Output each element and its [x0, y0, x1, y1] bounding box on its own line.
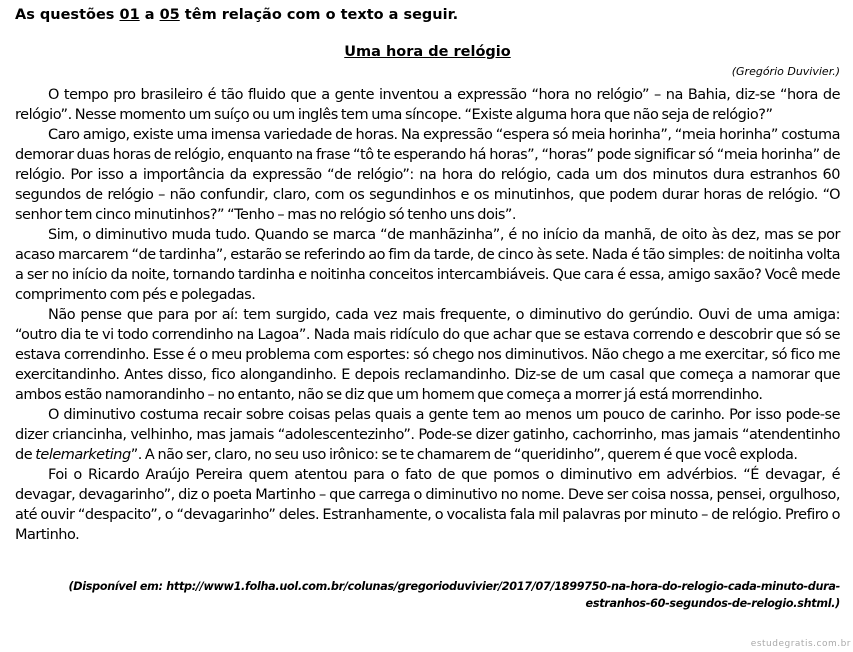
question-number-end: 05: [159, 7, 180, 23]
text-body: [15, 85, 840, 545]
intro-suffix: têm relação com o texto a seguir.: [179, 7, 459, 23]
question-number-start: 01: [119, 7, 140, 23]
paragraph: Foi o Ricardo Araújo Pereira quem atentou para o fato de que pomos o diminutivo em advérbios. “É devagar, é devagar, devagarinho”, diz o poeta Martinho – que carrega o diminutivo no nome. Deve ser coisa nossa, pensei, orgulhoso, até ouvir “despacito”, o “devagarinho” deles. Estranhamente, o vocalista fala mil palavras por minuto – de relógio. Prefiro o Martinho.: [15, 467, 840, 543]
source-citation: (Disponível em: http://www1.folha.uol.com.br/colunas/gregorioduvivier/2017/07/1899750-na-hora-do-relogio-cada-minuto-dura-estranhos-60-segundos-de-relogio.shtml.): [68, 580, 840, 610]
paragraph: [15, 405, 840, 465]
author-credit: (Gregório Duvivier.): [731, 65, 840, 78]
paragraph: Sim, o diminutivo muda tudo. Quando se marca “de manhãzinha”, é no início da manhã, de oito às dez, mas se por acaso marcarem “de tardinha”, estarão se referindo ao fim da tarde, de cinco às sete. Nada é tão simples: de noitinha volta a ser no início da noite, tornando tardinha e noitinha conceitos intercambiáveis. Que cara é essa, amigo saxão? Você mede comprimento com pés e polegadas.: [15, 227, 840, 303]
paragraph: Não pense que para por aí: tem surgido, cada vez mais frequente, o diminutivo do gerúndio. Ouvi de uma amiga: “outro dia te vi todo correndinho na Lagoa”. Nada mais ridículo do que achar que se estava correndo e descobrir que só se estava correndinho. Esse é o meu problema com esportes: só chego nos diminutivos. Não chego a me exercitar, só fico me exercitandinho. Antes disso, fico alongandinho. E depois reclamandinho. Diz-se de um casal que começa a namorar que ambos estão namorandinho – no entanto, não se diz que um homem que começa a morrer já está morrendinho.: [15, 307, 840, 403]
paragraph-text: O diminutivo costuma recair sobre coisas pelas quais a gente tem ao menos um pouco de carinho. Por isso pode-se dizer criancinha, velhinho, mas jamais “adolescentezinho”. Pode-se dizer gatinho, cachorrinho, mas jamais “atendentinho de: [15, 407, 840, 463]
intro-middle: a: [139, 7, 160, 23]
question-intro: [15, 7, 458, 23]
paragraph: Caro amigo, existe uma imensa variedade de horas. Na expressão “espera só meia horinha”, “meia horinha” costuma demorar duas horas de relógio, enquanto na frase “tô te esperando há horas”, “horas” pode significar só “meia horinha” de relógio. Por isso a importância da expressão “de relógio”: na hora do relógio, cada um dos minutos dura estranhos 60 segundos de relógio – não confundir, claro, com os segundinhos e os minutinhos, que podem durar horas de relógio. “O senhor tem cinco minutinhos?” “Tenho – mas no relógio só tenho uns dois”.: [15, 127, 840, 223]
paragraph-text-end: ”. A não ser, claro, no seu uso irônico: se te chamarem de “queridinho”, querem é que você exploda.: [130, 447, 798, 463]
intro-prefix: As questões: [15, 7, 120, 23]
document-page: [15, 0, 840, 652]
paragraph: O tempo pro brasileiro é tão fluido que a gente inventou a expressão “hora no relógio” – na Bahia, diz-se “hora de relógio”. Nesse momento um suíço ou um inglês tem uma síncope. “Existe alguma hora que não seja de relógio?”: [15, 87, 840, 123]
text-title: Uma hora de relógio: [344, 44, 511, 60]
italic-term: telemarketing: [35, 447, 131, 463]
site-watermark: estudegratis.com.br: [750, 639, 851, 649]
